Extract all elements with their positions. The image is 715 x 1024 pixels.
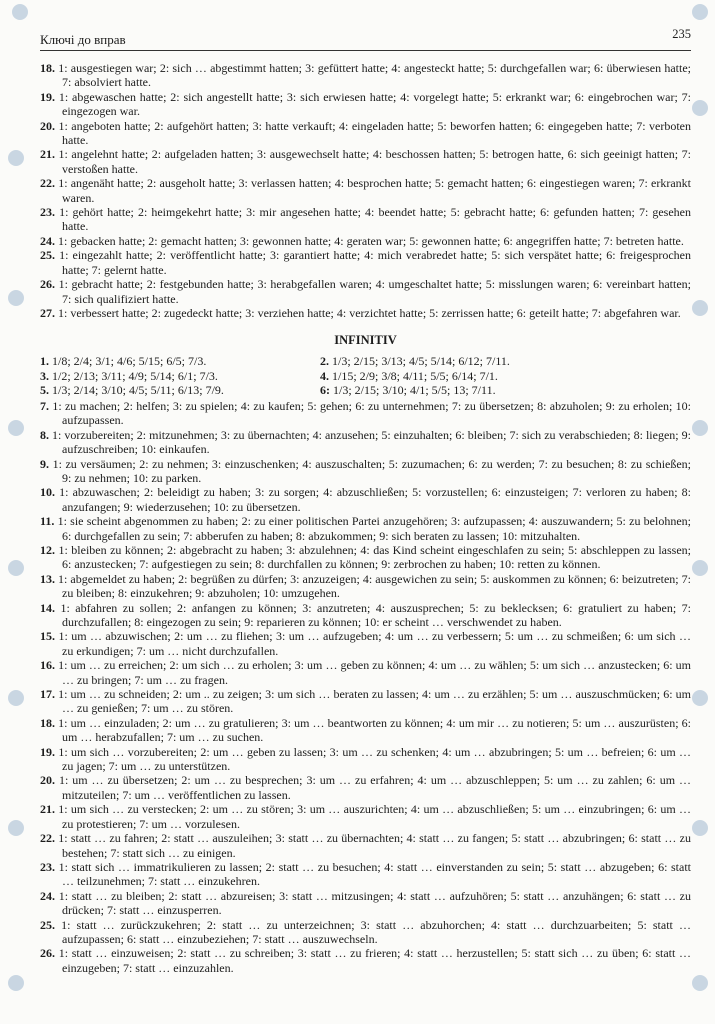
answer-entry — [40, 831, 691, 860]
exercise-number: 26. — [40, 277, 55, 292]
answer-text: 1: vorzubereiten; 2: mitzunehmen; 3: zu übernachten; 4: anzusehen; 5: einzuhalten; 6: bleiben; 7: sich zu verabschieden; 8: liegen; 9: aufzuschreiben; 10: einkaufen. — [52, 427, 691, 457]
exercise-number: 20. — [40, 118, 55, 133]
answer-text: 1: um … zu schneiden; 2: um .. zu zeigen; 3: um sich … beraten zu lassen; 4: um … zu erzählen; 5: um … auszuschmücken; 6: um … zu genießen; 7: um … zu stören. — [58, 687, 692, 716]
exercise-number: 8. — [40, 427, 49, 442]
answer-text: 1: abgewaschen hatte; 2: sich angestellt hatte; 3: sich erwiesen hatte; 4: vorgelegt hatte; 5: erkrankt war; 6: eingebrochen war; 7: eingezogen war. — [58, 89, 692, 119]
answer-entry — [40, 773, 691, 802]
answer-text: 1/3; 2/15; 3/10; 4/1; 5/5; 13; 7/11. — [333, 382, 496, 397]
answer-text: 1: abzuwaschen; 2: beleidigt zu haben; 3: zu sorgen; 4: abzuschließen; 5: vorzustellen; 6: einzusteigen; 7: verloren zu haben; 8: anzufangen; 9: wiederzusehen; 10: zu übersetzen. — [59, 485, 692, 514]
answer-entry — [40, 601, 691, 630]
answer-text: 1: abfahren zu sollen; 2: anfangen zu können; 3: anzutreten; 4: auszusprechen; 5: zu beklecksen; 6: gratuliert zu haben; 7: durchzufallen; 8: eingezogen zu sein; 9: reparieren zu können; 10: er scheint … verschwendet zu haben. — [60, 600, 691, 630]
answer-text: 1: zu versäumen; 2: zu nehmen; 3: einzuschenken; 4: auszuschalten; 5: zuzumachen; 6: zu werden; 7: zu besuchen; 8: zu schießen; 9: zu nehmen; 10: zu parken. — [52, 456, 692, 485]
answer-entry — [320, 354, 691, 368]
answer-text: 1: eingezahlt hatte; 2: veröffentlicht hatte; 3: garantiert hatte; 4: mich verabredet hatte; 5: sich verspätet hatte; 6: freigesprochen hatte; 7: gelernt hatte. — [59, 248, 691, 277]
exercise-number: 11. — [40, 514, 55, 529]
answer-text: 1: gehört hatte; 2: heimgekehrt hatte; 3: mir angesehen hatte; 4: beendet hatte; 5: gebracht hatte; 6: gefunden hatten; 7: gesehen hatte. — [59, 205, 692, 234]
running-title: Ключі до вправ — [40, 32, 126, 47]
answer-entry — [40, 543, 691, 572]
answer-entry — [40, 716, 691, 745]
answer-entry — [40, 61, 691, 90]
answer-text: 1: statt … zurückzukehren; 2: statt … zu unterzeichnen; 3: statt … abzuhorchen; 4: statt … durchzuarbeiten; 5: statt … aufzupassen; 6: statt … einzubeziehen; 7: statt … auszuwechseln. — [61, 917, 691, 946]
answer-text: 1: statt sich … immatrikulieren zu lassen; 2: statt … zu besuchen; 4: statt … einverstanden zu sein; 5: statt … abzugeben; 6: statt … teilzunehmen; 7: statt … einzukehren. — [58, 859, 691, 889]
answer-text: 1: um sich … zu verstecken; 2: um … zu stören; 3: um … auszurichten; 4: um … abzuschließen; 5: um … einzubringen; 6: um … zu protestieren; 7: um … vorzulesen. — [58, 802, 692, 831]
answers-part-2 — [40, 399, 691, 975]
exercise-number: 15. — [40, 629, 55, 644]
answers-part-1 — [40, 61, 691, 320]
exercise-number: 13. — [40, 571, 55, 586]
answer-entry — [40, 383, 320, 397]
answer-text: 1: um … einzuladen; 2: um … zu gratulieren; 3: um … beantworten zu können; 4: um mir … zu notieren; 5: um … auszurüsten; 6: um … herabzufallen; 7: um … zu suchen. — [58, 715, 692, 745]
short-answers-grid — [40, 354, 691, 397]
answer-text: 1/3; 2/14; 3/10; 4/5; 5/11; 6/13; 7/9. — [52, 382, 224, 397]
exercise-number: 21. — [40, 802, 55, 817]
exercise-number: 25. — [40, 248, 55, 263]
answer-entry — [40, 572, 691, 601]
answer-entry — [40, 428, 691, 457]
answer-text: 1: verbessert hatte; 2: zugedeckt hatte; 3: verziehen hatte; 4: verzichtet hatte; 5: zerrissen hatte; 6: geteilt hatte; 7: abgefahren war. — [58, 305, 681, 320]
answer-text: 1: um … zu erreichen; 2: um sich … zu erholen; 3: um … geben zu können; 4: um … zu wählen; 5: um sich … anzustecken; 6: um … zu bringen; 7: um … zu fragen. — [58, 658, 691, 687]
exercise-number: 18. — [40, 61, 55, 75]
section-heading: INFINITIV — [334, 333, 397, 348]
exercise-number: 14. — [40, 600, 55, 615]
page-number: 235 — [672, 27, 691, 41]
exercise-number: 5. — [40, 382, 49, 397]
answer-entry — [40, 205, 691, 234]
exercise-number: 27. — [40, 305, 55, 320]
exercise-number: 24. — [40, 888, 55, 903]
answer-entry — [320, 383, 691, 397]
exercise-number: 21. — [40, 147, 55, 162]
answer-entry — [40, 354, 320, 368]
answer-text: 1: ausgestiegen war; 2: sich … abgestimmt hatten; 3: gefüttert hatte; 4: angesteckt hatte; 5: durchgefallen war; 6: überwiesen hatte; 7: absolviert hatte. — [58, 61, 691, 90]
answer-text: 1: gebacken hatte; 2: gemacht hatten; 3: gewonnen hatte; 4: geraten war; 5: gewonnen hatte; 6: angegriffen hatte; 7: betreten hatte. — [58, 233, 684, 248]
answer-entry — [40, 918, 691, 947]
answer-entry — [40, 306, 691, 320]
answer-entry — [40, 234, 691, 248]
answer-entry — [40, 119, 691, 148]
answer-entry — [40, 277, 691, 306]
exercise-number: 3. — [40, 368, 49, 383]
answer-text: 1: um sich … vorzubereiten; 2: um … geben zu lassen; 3: um … zu schenken; 4: um … abzubringen; 5: um … befreien; 6: um … zu jagen; 7: um … zu unterstützen. — [58, 744, 691, 774]
answer-text: 1: statt … zu fahren; 2: statt … auszuleihen; 3: statt … zu übernachten; 4: statt … zu fangen; 5: statt … abzubringen; 6: statt … zu bestehen; 7: statt sich … zu einigen. — [58, 831, 691, 860]
exercise-number: 24. — [40, 233, 55, 248]
exercise-number: 18. — [40, 715, 55, 730]
answer-entry — [40, 687, 691, 716]
exercise-number: 22. — [40, 831, 55, 846]
exercise-number: 23. — [40, 859, 55, 874]
answer-entry — [40, 369, 320, 383]
answer-text: 1: um … zu übersetzen; 2: um … zu besprechen; 3: um … zu erfahren; 4: um … abzuschleppen; 5: um … zu zahlen; 6: um … mitzuteilen; 7: um … veröffentlichen zu lassen. — [58, 773, 692, 802]
answer-text: 1: um … abzuwischen; 2: um … zu fliehen; 3: um … aufzugeben; 4: um … zu verbessern; 5: um … zu schmeißen; 6: um sich … zu erkundigen; 7: um … nicht durchzufallen. — [58, 629, 691, 658]
answer-text: 1: angenäht hatte; 2: ausgeholt hatte; 3: verlassen hatten; 4: besprochen hatte; 5: gemacht hatten; 6: eingestiegen waren; 7: erkrankt waren. — [58, 176, 691, 205]
answer-entry — [40, 248, 691, 277]
exercise-number: 2. — [320, 354, 329, 369]
exercise-number: 1. — [40, 354, 49, 369]
answer-entry — [40, 90, 691, 119]
exercise-number: 26. — [40, 946, 55, 961]
answer-entry — [40, 457, 691, 486]
answer-text: 1: statt … einzuweisen; 2: statt … zu schreiben; 3: statt … zu frieren; 4: statt … herzustellen; 5: statt sich … zu üben; 6: statt … einzugeben; 7: statt … einzuzahlen. — [58, 946, 692, 975]
answer-entry — [40, 485, 691, 514]
exercise-number: 9. — [40, 456, 49, 471]
answer-text: 1: angelehnt hatte; 2: aufgeladen hatten; 3: ausgewechselt hatte; 4: beschossen hatten; 5: betrogen hatte, 6: sich geeinigt hatten; 7: verstoßen hatte. — [58, 147, 691, 176]
exercise-number: 12. — [40, 542, 55, 557]
exercise-number: 22. — [40, 176, 55, 191]
answer-entry — [40, 147, 691, 176]
exercise-number: 16. — [40, 658, 55, 673]
answer-entry — [40, 860, 691, 889]
answer-entry — [40, 946, 691, 975]
answer-text: 1: gebracht hatte; 2: festgebunden hatte; 3: herabgefallen waren; 4: umgeschaltet hatte; 5: misslungen waren; 6: vereinbart hatten; 7: sich qualifiziert hatte. — [58, 277, 691, 306]
exercise-number: 17. — [40, 687, 55, 702]
exercise-number: 23. — [40, 205, 55, 220]
exercise-number: 10. — [40, 485, 55, 500]
answer-text: 1: bleiben zu können; 2: abgebracht zu haben; 3: abzulehnen; 4: das Kind scheint eingeschlafen zu sein; 5: abschleppen zu lassen; 6: anzustecken; 7: aufgestiegen zu sein; 8: durchfallen zu können; 9: zerbrochen zu haben; 10: retten zu können. — [58, 542, 692, 572]
exercise-number: 7. — [40, 398, 49, 413]
watermark-logo-icon — [692, 975, 708, 991]
answer-entry — [40, 399, 691, 428]
answer-text: 1/3; 2/15; 3/13; 4/5; 5/14; 6/12; 7/11. — [332, 354, 510, 369]
watermark-logo-icon — [8, 975, 24, 991]
answer-entry — [40, 658, 691, 687]
answer-entry — [40, 889, 691, 918]
exercise-number: 20. — [40, 773, 55, 788]
exercise-number: 19. — [40, 89, 55, 104]
answer-entry — [40, 802, 691, 831]
answer-text: 1: angeboten hatte; 2: aufgehört hatten; 3: hatte verkauft; 4: eingeladen hatte; 5: beworfen hatten; 6: eingegeben hatte; 7: verboten hatte. — [58, 118, 692, 148]
exercise-number: 4. — [320, 368, 329, 383]
answer-text: 1/15; 2/9; 3/8; 4/11; 5/5; 6/14; 7/1. — [332, 368, 498, 383]
answer-text: 1/2; 2/13; 3/11; 4/9; 5/14; 6/1; 7/3. — [52, 368, 218, 383]
exercise-number: 25. — [40, 917, 55, 932]
answer-text: 1: zu machen; 2: helfen; 3: zu spielen; 4: zu kaufen; 5: gehen; 6: zu unternehmen; 7: zu übersetzen; 8: abzuholen; 9: zu erholen; 10: aufzupassen. — [52, 398, 692, 428]
answer-text: 1: statt … zu bleiben; 2: statt … abzureisen; 3: statt … mitzusingen; 4: statt … aufzuhören; 5: statt … anzuhängen; 6: statt … zu drücken; 7: statt … einzusperren. — [58, 888, 692, 918]
answer-entry — [40, 176, 691, 205]
answer-entry — [320, 369, 691, 383]
answer-text: 1/8; 2/4; 3/1; 4/6; 5/15; 6/5; 7/3. — [52, 354, 207, 369]
exercise-number: 6: — [320, 382, 330, 397]
page-header — [40, 27, 691, 51]
answer-text: 1: abgemeldet zu haben; 2: begrüßen zu dürfen; 3: anzuzeigen; 4: ausgewichen zu sein; 5: auskommen zu können; 6: beizutreten; 7: zu bleiben; 8: einzukehren; 9: abzuholen; 10: umzugehen. — [58, 571, 691, 601]
answer-entry — [40, 514, 691, 543]
answer-entry — [40, 745, 691, 774]
exercise-number: 19. — [40, 744, 55, 759]
answer-text: 1: sie scheint abgenommen zu haben; 2: zu einer politischen Partei anzugehören; 3: aufzupassen; 4: auszuwandern; 5: zu belohnen; 6: durchgefallen zu sein; 7: abberufen zu haben; 8: abzukommen; 9: sich beraten zu lassen; 10: mitzuhalten. — [57, 514, 692, 543]
answer-entry — [40, 629, 691, 658]
